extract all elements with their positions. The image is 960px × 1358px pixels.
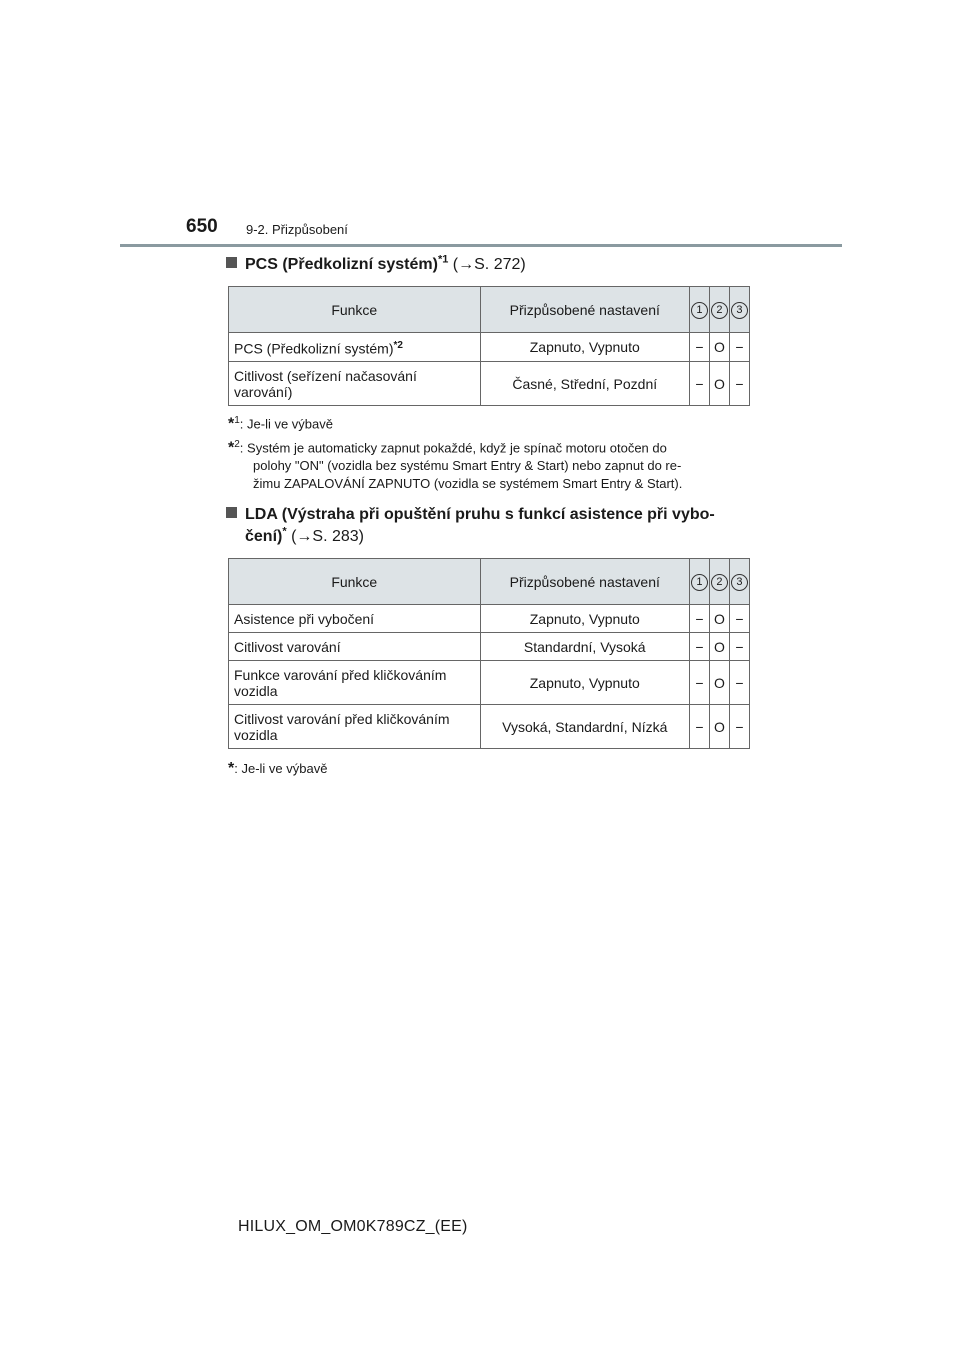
circle-1-icon: 1 bbox=[691, 302, 708, 319]
lda-heading: LDA (Výstraha při opuštění pruhu s funkcí asistence při vybo- čení)* (→S. 283) bbox=[226, 504, 715, 548]
footnote-2: *$^2$: Systém je automaticky zapnut pokaždé, když je spínač motoru otočen do polohy "ON" (vozidla bez systému Smart Entry & Start) nebo zapnut do re- žimu ZAPALOVÁNÍ ZAPNUTO (vozidla se systémem Smart Entry & Start). bbox=[228, 439, 683, 492]
table-row: Citlivost varování před kličkováním vozidla Vysoká, Standardní, Nízká − O − bbox=[229, 705, 750, 749]
page-number: 650 bbox=[186, 216, 218, 237]
footnote-1: *$^1$: Je-li ve výbavě bbox=[228, 415, 333, 433]
circle-3-icon: 3 bbox=[731, 302, 748, 319]
circle-2-icon: 2 bbox=[711, 302, 728, 319]
document-code: HILUX_OM_OM0K789CZ_(EE) bbox=[238, 1218, 468, 1235]
square-bullet-icon bbox=[226, 507, 237, 518]
table-row: Asistence při vybočení Zapnuto, Vypnuto − O − bbox=[229, 605, 750, 633]
table-header-row: Funkce Přizpůsobené nastavení 1 2 3 bbox=[229, 559, 750, 605]
table-row: Funkce varování před kličkováním vozidla Zapnuto, Vypnuto − O − bbox=[229, 661, 750, 705]
square-bullet-icon bbox=[226, 257, 237, 268]
pcs-table bbox=[228, 286, 750, 406]
header-divider bbox=[120, 244, 842, 247]
circle-3-icon: 3 bbox=[731, 574, 748, 591]
table-row: Citlivost varování Standardní, Vysoká − O − bbox=[229, 633, 750, 661]
footnote-lda: *: Je-li ve výbavě bbox=[228, 760, 328, 777]
table-row: PCS (Předkolizní systém)$^{*2}$ Zapnuto, Vypnuto − O − bbox=[229, 333, 750, 362]
lda-table bbox=[228, 558, 750, 749]
pcs-heading: PCS (Předkolizní systém)$^{*1}$ (→S. 272) bbox=[226, 254, 526, 276]
circle-2-icon: 2 bbox=[711, 574, 728, 591]
section-title: 9-2. Přizpůsobení bbox=[246, 222, 348, 237]
circle-1-icon: 1 bbox=[691, 574, 708, 591]
table-header-row: Funkce Přizpůsobené nastavení 1 2 3 bbox=[229, 287, 750, 333]
table-row: Citlivost (seřízení načasování varování) Časné, Střední, Pozdní − O − bbox=[229, 362, 750, 406]
